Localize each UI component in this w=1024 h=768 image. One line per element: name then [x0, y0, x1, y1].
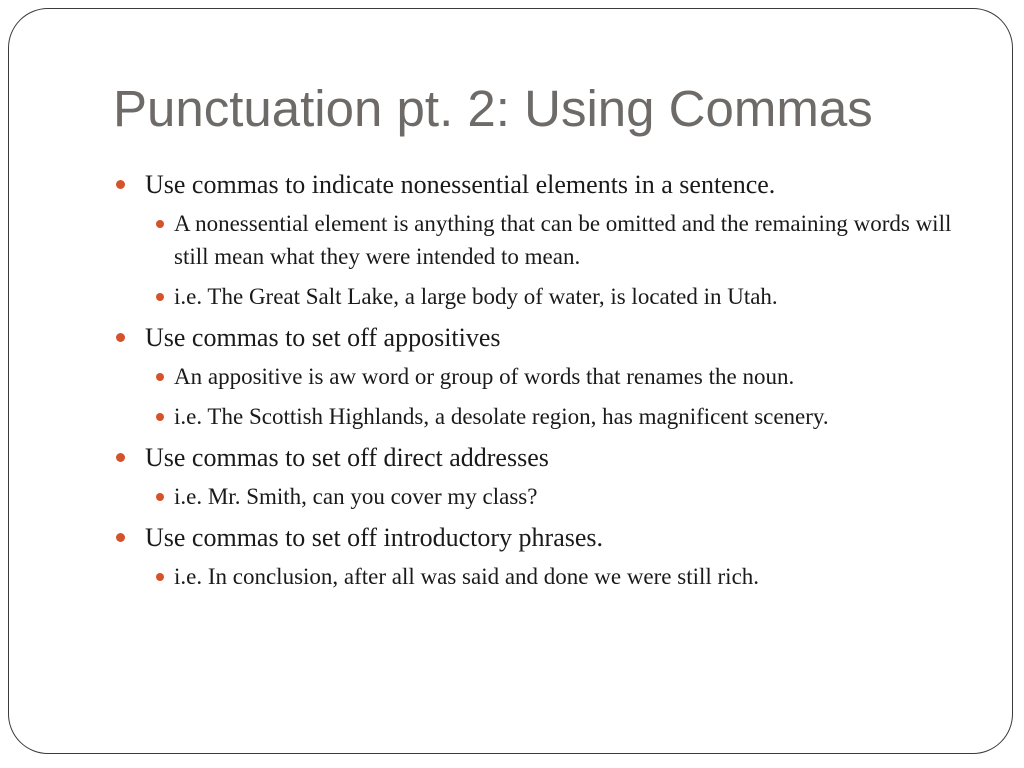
bullet-list: [116, 168, 956, 593]
bullet-text: Use commas to set off direct addresses: [145, 443, 549, 472]
bullet-text: Use commas to indicate nonessential elements in a sentence.: [145, 170, 776, 199]
sub-bullet-list: [145, 560, 956, 593]
sub-bullet-list: [145, 360, 956, 433]
bullet-dot-icon: [116, 180, 125, 189]
sub-bullet-list: [145, 207, 956, 313]
sub-bullet-text: i.e. In conclusion, after all was said and done we were still rich.: [174, 564, 760, 589]
sub-bullet-text: i.e. The Great Salt Lake, a large body of water, is located in Utah.: [174, 284, 778, 309]
sub-bullet-dot-icon: [156, 493, 164, 501]
bullet-item: [116, 168, 956, 313]
sub-bullet-item: [145, 280, 956, 313]
sub-bullet-item: [145, 480, 956, 513]
slide-content: [116, 168, 956, 601]
bullet-dot-icon: [116, 533, 125, 542]
sub-bullet-dot-icon: [156, 293, 164, 301]
sub-bullet-text: An appositive is aw word or group of words that renames the noun.: [174, 364, 795, 389]
bullet-text: Use commas to set off appositives: [145, 323, 501, 352]
sub-bullet-text: i.e. The Scottish Highlands, a desolate region, has magnificent scenery.: [174, 404, 829, 429]
sub-bullet-item: [145, 400, 956, 433]
bullet-dot-icon: [116, 453, 125, 462]
bullet-item: [116, 521, 956, 593]
sub-bullet-item: [145, 207, 956, 273]
sub-bullet-text: i.e. Mr. Smith, can you cover my class?: [174, 484, 538, 509]
sub-bullet-dot-icon: [156, 573, 164, 581]
bullet-item: [116, 441, 956, 513]
bullet-item: [116, 321, 956, 433]
slide-title: Punctuation pt. 2: Using Commas: [113, 80, 873, 137]
bullet-dot-icon: [116, 333, 125, 342]
sub-bullet-list: [145, 480, 956, 513]
sub-bullet-dot-icon: [156, 220, 164, 228]
bullet-text: Use commas to set off introductory phrases.: [145, 523, 604, 552]
sub-bullet-item: [145, 560, 956, 593]
sub-bullet-dot-icon: [156, 413, 164, 421]
sub-bullet-dot-icon: [156, 373, 164, 381]
sub-bullet-text: A nonessential element is anything that can be omitted and the remaining words will still mean what they were intended to mean.: [174, 211, 952, 269]
sub-bullet-item: [145, 360, 956, 393]
